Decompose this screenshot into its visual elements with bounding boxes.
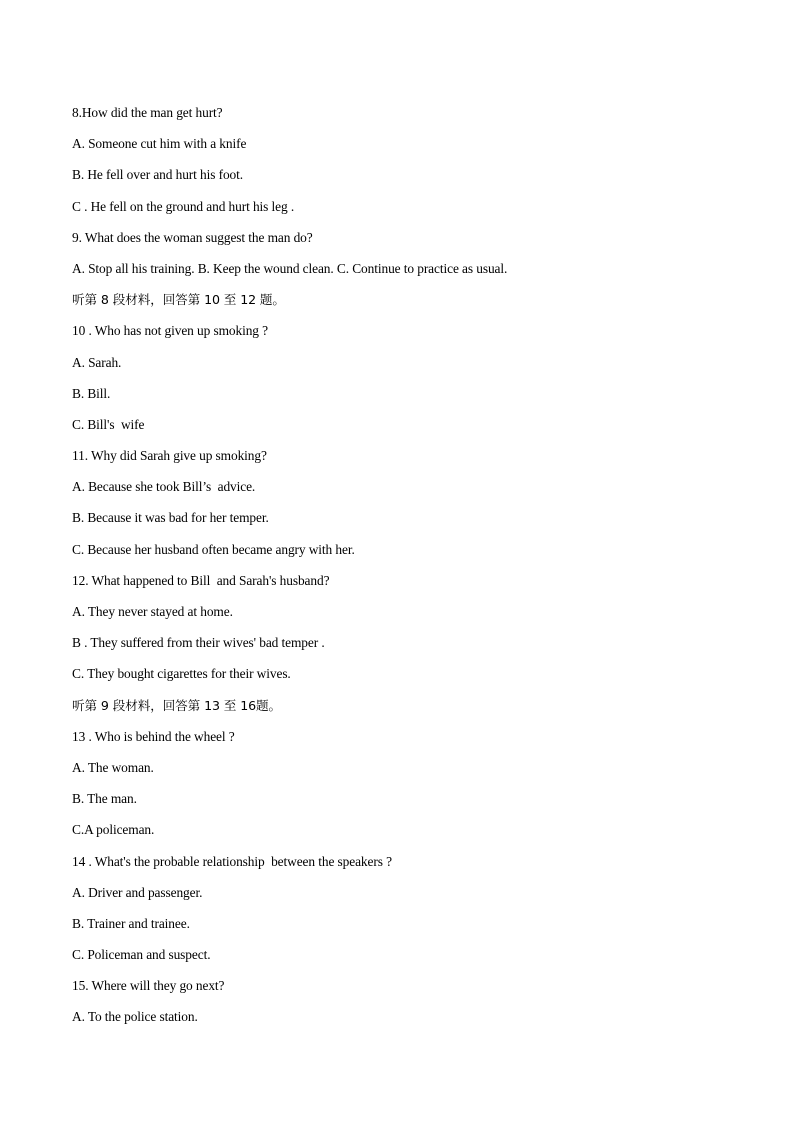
answer-option: B. Because it was bad for her temper. [72,510,269,526]
answer-options-inline: A. Stop all his training. B. Keep the wound clean. C. Continue to practice as usual. [72,260,508,276]
answer-option: A. Sarah. [72,354,122,370]
question-text: 15. Where will they go next? [72,978,225,994]
answer-option: A. Driver and passenger. [72,884,203,900]
answer-option: C. Because her husband often became angry with her. [72,541,355,557]
answer-option: B . They suffered from their wives' bad temper . [72,635,325,651]
question-text: 12. What happened to Bill and Sarah's husband? [72,572,330,588]
answer-option: A. Someone cut him with a knife [72,136,247,152]
section-instruction: 听第 9 段材料，回答第 13 至 16题。 [72,697,282,713]
answer-option: B. Bill. [72,385,111,401]
answer-option: C.A policeman. [72,822,155,838]
answer-option: B. The man. [72,791,137,807]
section-instruction: 听第 8 段材料，回答第 10 至 12 题。 [72,292,285,308]
question-text: 9. What does the woman suggest the man do? [72,229,313,245]
answer-option: B. He fell over and hurt his foot. [72,167,244,183]
question-text: 8.How did the man get hurt? [72,105,223,120]
answer-option: A. They never stayed at home. [72,604,233,619]
question-text: 14 . What's the probable relationship between the speakers ? [72,853,392,869]
answer-option: C. They bought cigarettes for their wives. [72,666,291,682]
answer-option: A. The woman. [72,759,154,775]
answer-option: C. Bill's wife [72,416,145,432]
answer-option: C . He fell on the ground and hurt his leg . [72,198,295,214]
document-page [72,104,732,1040]
question-text: 11. Why did Sarah give up smoking? [72,448,267,464]
question-text: 10 . Who has not given up smoking ? [72,323,268,339]
answer-option: A. To the police station. [72,1009,198,1025]
answer-option: C. Policeman and suspect. [72,947,211,963]
answer-option: B. Trainer and trainee. [72,915,190,931]
question-text: 13 . Who is behind the wheel ? [72,728,235,744]
answer-option: A. Because she took Bill’s advice. [72,479,256,495]
